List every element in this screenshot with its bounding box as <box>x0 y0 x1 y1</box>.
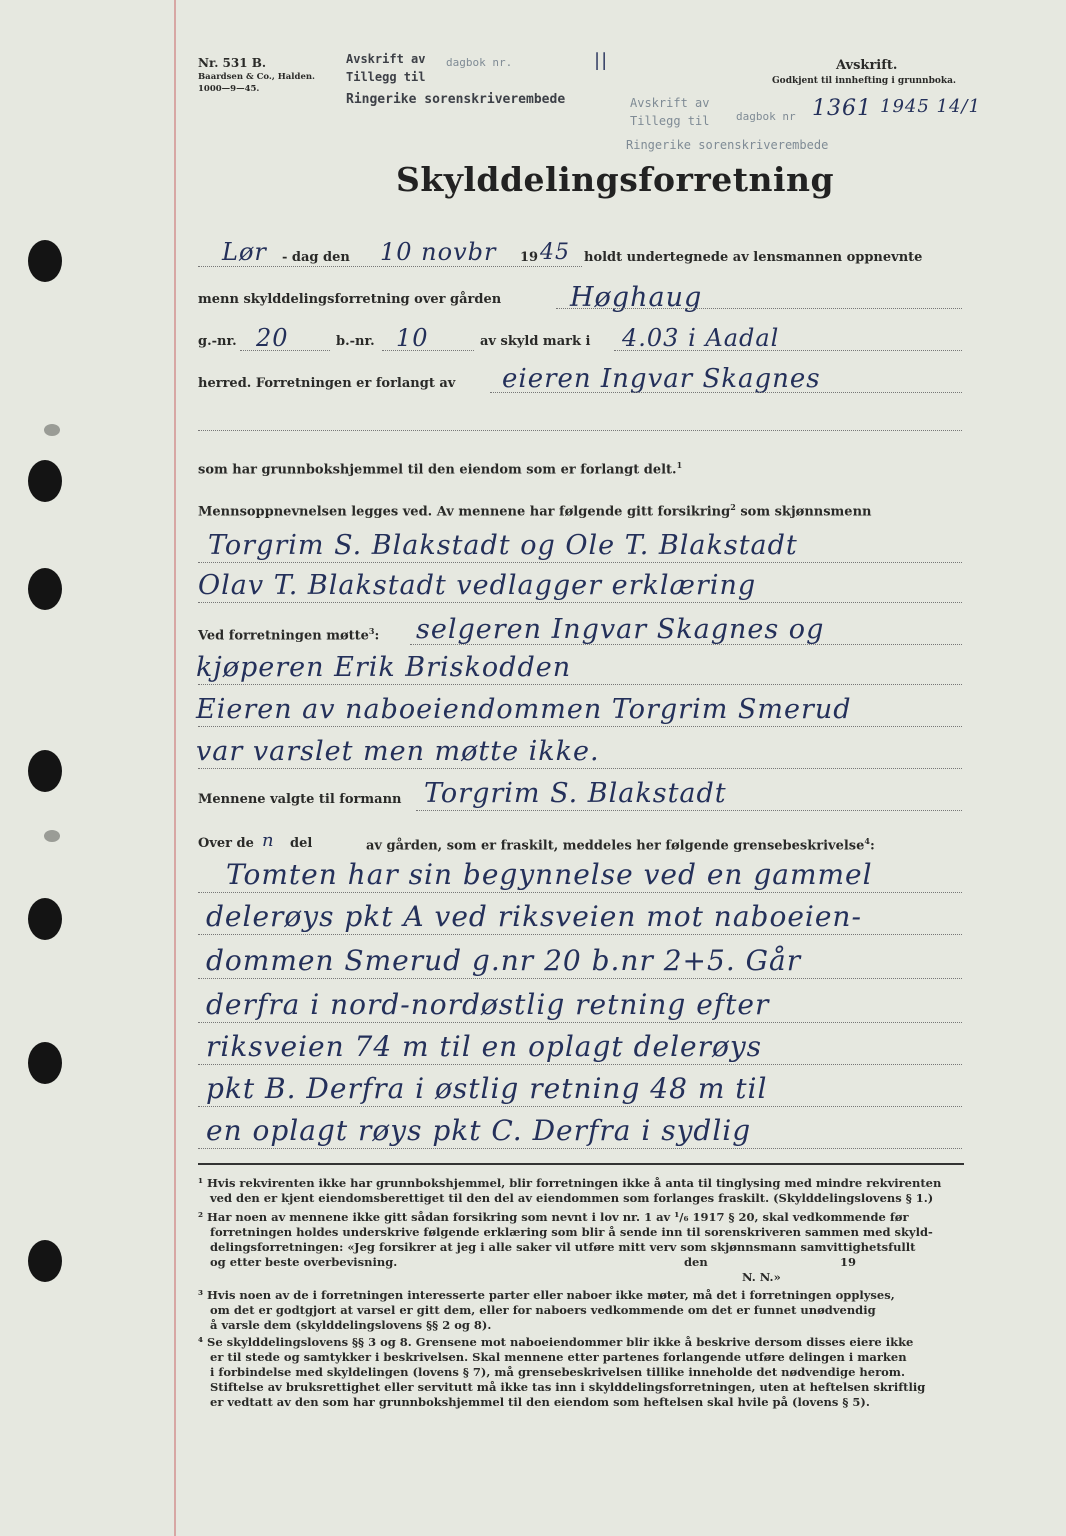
stamp-right-line1: Avskrift av <box>630 96 710 110</box>
footnote-2-line1: ² Har noen av mennene ikke gitt sådan forsikring som nevnt i lov nr. 1 av ¹/₆ 1917 § 20, skal vedkommende før <box>198 1210 909 1224</box>
punch-hole <box>28 568 62 610</box>
printer: Baardsen & Co., Halden. <box>198 72 316 82</box>
text-line7: Ved forretningen møtte$^3$: <box>198 626 380 644</box>
text-line9-rest: av gården, som er fraskilt, meddeles her følgende grensebeskrivelse$^4$: <box>366 836 875 854</box>
text-over-de: Over de <box>198 836 254 851</box>
hand-date: 10 novbr <box>380 238 497 266</box>
footnote-1-line1: ¹ Hvis rekvirenten ikke har grunnbokshjemmel, blir forretningen ikke å anta til tinglysing med mindre rekvirenten <box>198 1176 942 1190</box>
text-line1-rest: holdt undertegnede av lensmannen oppnevnte <box>584 250 923 265</box>
punch-hole <box>28 460 62 502</box>
footnote-2-nn: N. N.» <box>742 1270 781 1284</box>
fill-line <box>416 810 962 811</box>
footnote-2-line2: forretningen holdes underskrive følgende erklæring som blir å sende inn til sorenskriveren sammen med skyld- <box>210 1225 933 1239</box>
footnote-2-line4: og etter beste overbevisning. <box>210 1255 398 1269</box>
margin-line <box>174 0 176 1536</box>
stamp-right-line3: Ringerike sorenskriverembede <box>626 138 829 152</box>
footnote-4-line2: er til stede og samtykker i beskrivelsen. Skal mennene etter partenes forlangende utføre delingen i marken <box>210 1350 907 1364</box>
footnote-2-19: 19 <box>840 1255 857 1269</box>
hand-farm: Høghaug <box>570 282 703 313</box>
stamp-right-date: 1945 14/1 <box>880 96 981 117</box>
footnote-3-line2: om det er godtgjort at varsel er gitt dem, eller for naboers vedkommende om det er funnet unødvendig <box>210 1303 876 1317</box>
footnote-3-line1: ³ Hvis noen av de i forretningen interesserte parter eller naboer ikke møter, må det i forretningen opplyses, <box>198 1288 895 1302</box>
fill-line <box>198 684 962 685</box>
hand-year: 45 <box>540 240 570 265</box>
fill-line <box>198 602 962 603</box>
punch-hole <box>28 240 62 282</box>
footnote-3-line3: å varsle dem (skylddelingslovens §§ 2 og 8). <box>210 1318 492 1332</box>
right-title: Avskrift. <box>836 58 898 73</box>
hand-attend-line3: Eieren av naboeiendommen Torgrim Smerud <box>196 694 852 725</box>
text-skyld: av skyld mark i <box>480 334 591 349</box>
hand-boundary-line3: dommen Smerud g.nr 20 b.nr 2+5. Går <box>206 944 802 977</box>
footnote-2-line3: delingsforretningen: «Jeg forsikrer at jeg i alle saker vil utføre mitt verv som skjønnsmann samvittighetsfullt <box>210 1240 916 1254</box>
punch-hole-small <box>44 424 60 436</box>
hand-attend-line1: selgeren Ingvar Skagnes og <box>416 614 825 645</box>
hand-boundary-line1: Tomten har sin begynnelse ved en gammel <box>226 858 873 891</box>
stamp-right-number: 1361 <box>812 96 872 121</box>
footnote-1-line2: ved den er kjent eiendomsberettiget til den del av eiendommen som forlanges fraskilt. (Skylddelingslovens § 1.) <box>210 1191 934 1205</box>
text-gnr: g.-nr. <box>198 334 237 349</box>
fill-line <box>198 562 962 563</box>
fill-line <box>198 1106 962 1107</box>
document-title: Skylddelingsforretning <box>396 160 835 199</box>
hand-boundary-line4: derfra i nord-nordøstlig retning efter <box>206 988 770 1021</box>
text-line5: som har grunnbokshjemmel til den eiendom som er forlangt delt.$^1$ <box>198 460 683 478</box>
fill-line <box>614 350 962 351</box>
hand-chairman: Torgrim S. Blakstadt <box>424 778 727 809</box>
form-number: Nr. 531 B. <box>198 56 267 70</box>
hand-men-line1: Torgrim S. Blakstadt og Ole T. Blakstadt <box>208 530 798 561</box>
hand-attend-line4: var varslet men møtte ikke. <box>196 736 600 767</box>
hand-day: Lør <box>222 238 267 266</box>
stamp-left-line3: Ringerike sorenskriverembede <box>346 92 566 107</box>
hand-boundary-line5: riksveien 74 m til en oplagt delerøys <box>206 1030 763 1063</box>
text-bnr: b.-nr. <box>336 334 375 349</box>
fill-line <box>198 934 962 935</box>
hand-bnr: 10 <box>396 324 429 352</box>
hand-skyld: 4.03 i Aadal <box>622 324 780 352</box>
footnote-4-line3: i forbindelse med skyldelingen (lovens § 7), må grensebeskrivelsen tillike inneholde det nødvendige herom. <box>210 1365 905 1379</box>
hand-boundary-line7: en oplagt røys pkt C. Derfra i sydlig <box>206 1114 752 1147</box>
fill-line <box>382 350 474 351</box>
footnote-rule <box>198 1163 964 1165</box>
text-line8: Mennene valgte til formann <box>198 792 402 807</box>
text-line6: Mennsoppnevnelsen legges ved. Av mennene har følgende gitt forsikring$^2$ som skjønnsmenn <box>198 502 872 520</box>
fill-line <box>198 1148 962 1149</box>
text-line2: menn skylddelingsforretning over gården <box>198 292 502 307</box>
stamp-left-label: dagbok nr. <box>446 56 513 69</box>
stamp-left-line2: Tillegg til <box>346 70 426 84</box>
punch-hole <box>28 750 62 792</box>
hand-gnr: 20 <box>256 324 289 352</box>
fill-line <box>556 308 962 309</box>
stamp-right-line2: Tillegg til <box>630 114 710 128</box>
hand-boundary-line6: pkt B. Derfra i østlig retning 48 m til <box>206 1072 768 1105</box>
fill-line <box>198 768 962 769</box>
text-del: del <box>290 836 313 851</box>
stamp-right-label: dagbok nr <box>736 110 796 123</box>
footnote-4-line1: ⁴ Se skylddelingslovens §§ 3 og 8. Grensene mot naboeiendommer blir ikke å beskrive dersom disses eiere ikke <box>198 1335 914 1349</box>
fill-line <box>198 978 962 979</box>
hand-n: n <box>262 830 275 851</box>
fill-line <box>198 1064 962 1065</box>
text-line4: herred. Forretningen er forlangt av <box>198 376 456 391</box>
footnote-2-den: den <box>684 1255 708 1269</box>
fill-line <box>198 1022 962 1023</box>
fill-line <box>240 350 330 351</box>
stamp-left-mark: || <box>594 50 609 71</box>
hand-boundary-line2: delerøys pkt A ved riksveien mot naboeien- <box>206 900 862 933</box>
fill-line <box>198 266 582 267</box>
hand-men-line2: Olav T. Blakstadt vedlagger erklæring <box>198 570 757 601</box>
text-dag-den: - dag den <box>282 250 350 265</box>
text-19: 19 <box>520 250 539 265</box>
punch-hole-small <box>44 830 60 842</box>
fill-line <box>410 644 962 645</box>
right-subtitle: Godkjent til innhefting i grunnboka. <box>772 76 957 86</box>
fill-line <box>198 430 962 431</box>
stamp-left-line1: Avskrift av <box>346 52 426 66</box>
footnote-4-line5: er vedtatt av den som har grunnbokshjemmel til den eiendom som heftelsen skal hvile på (lovens § 5). <box>210 1395 870 1409</box>
fill-line <box>198 726 962 727</box>
punch-hole <box>28 1240 62 1282</box>
footnote-4-line4: Stiftelse av bruksrettighet eller servitutt må ikke tas inn i skylddelingsforretningen, uten at heftelsen skriftlig <box>210 1380 926 1394</box>
punch-hole <box>28 1042 62 1084</box>
punch-hole <box>28 898 62 940</box>
hand-attend-line2: kjøperen Erik Briskodden <box>196 652 572 683</box>
fill-line <box>490 392 962 393</box>
fill-line <box>198 892 962 893</box>
print-run: 1000—9—45. <box>198 84 260 94</box>
hand-requester: eieren Ingvar Skagnes <box>502 364 821 394</box>
